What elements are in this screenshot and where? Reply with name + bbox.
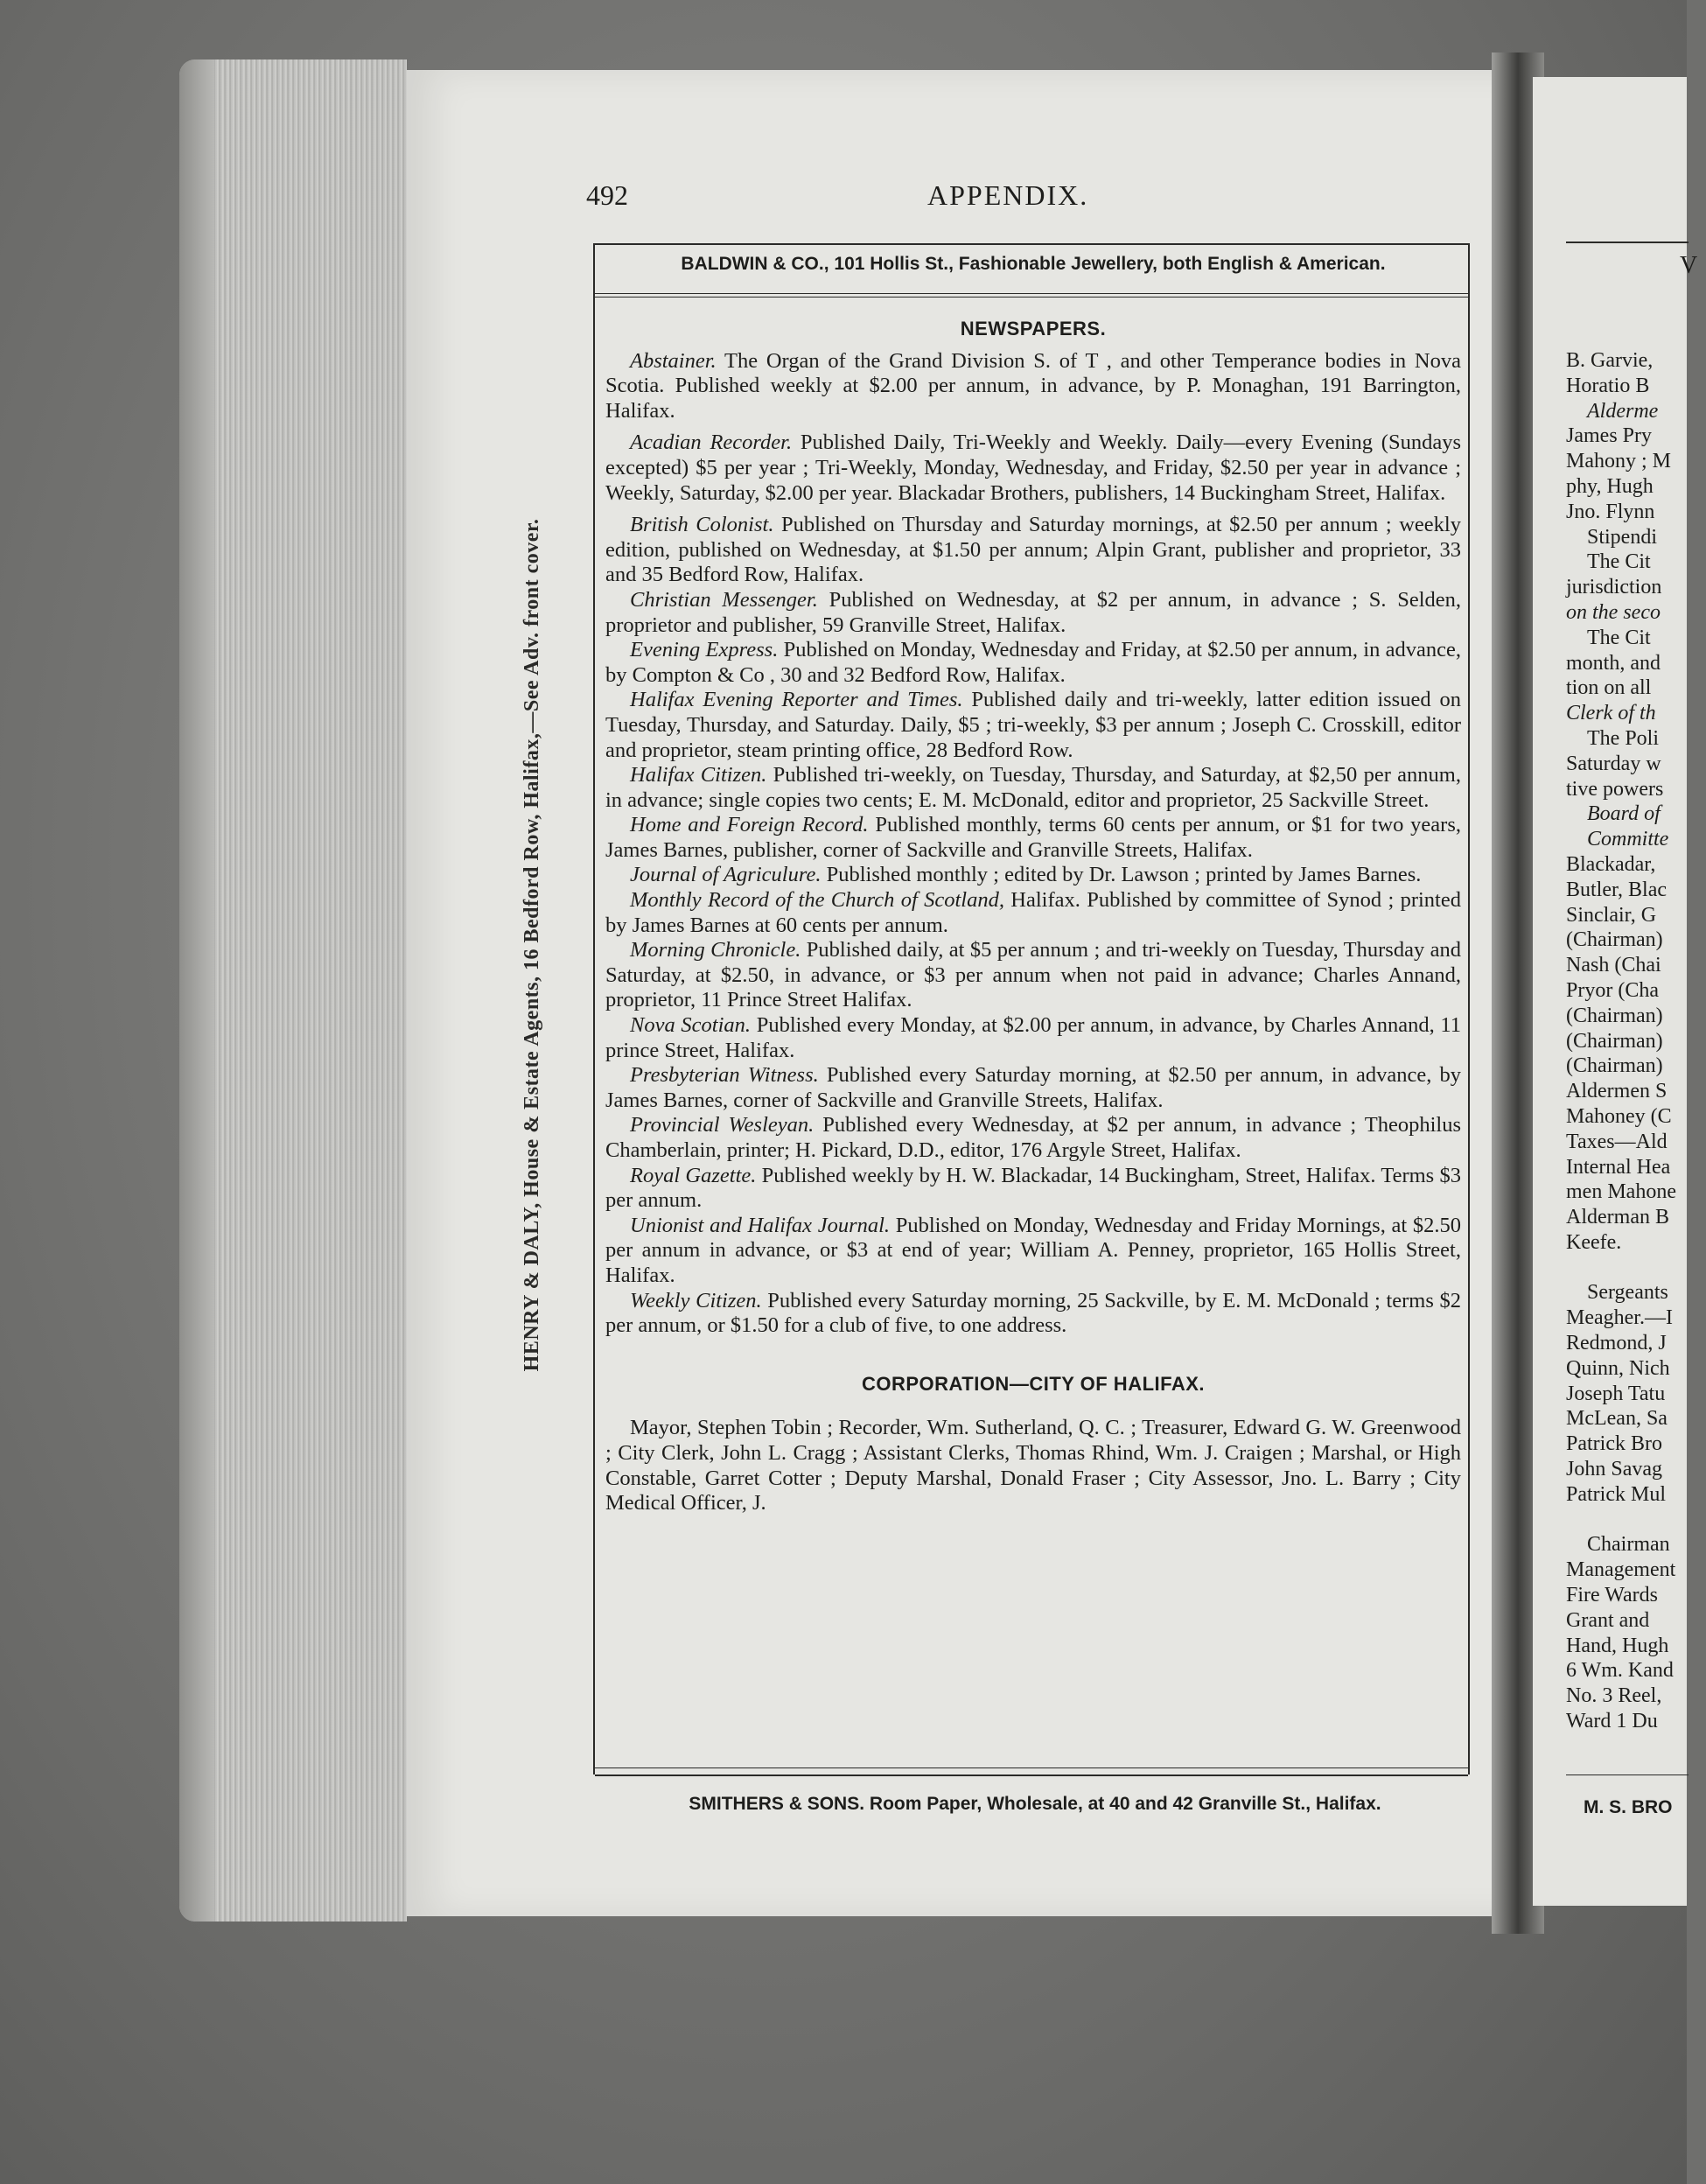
facing-page-line	[1566, 1256, 1706, 1281]
newspaper-description: Published monthly ; edited by Dr. Lawson ; printed by James Barnes.	[821, 863, 1422, 887]
facing-page-line: Sergeants	[1587, 1281, 1668, 1305]
facing-page-line: Board of	[1587, 802, 1661, 826]
facing-page-line: Stipendi	[1587, 525, 1658, 549]
newspaper-entry	[605, 938, 1461, 1013]
facing-page-line: men Mahone	[1566, 1180, 1676, 1204]
facing-page-line: 6 Wm. Kand	[1566, 1659, 1674, 1683]
running-head: APPENDIX.	[927, 179, 1089, 211]
entry-spacer	[605, 424, 1461, 430]
newspaper-entry	[605, 513, 1461, 588]
side-advertisement: HENRY & DALY, House & Estate Agents, 16 Bedford Row, Halifax,—See Adv. front cover.	[521, 518, 543, 1372]
facing-page-line: The Cit	[1587, 550, 1651, 574]
newspaper-list	[605, 349, 1461, 1339]
newspaper-entry	[605, 1214, 1461, 1289]
newspaper-title: Christian Messenger.	[630, 587, 818, 612]
facing-page-line: McLean, Sa	[1566, 1407, 1668, 1431]
newspaper-description: Published daily, at $5 per annum ; and tri-weekly on Tuesday, Thursday and Saturday, at $2.50, in advance, or $3 per annum when not paid in advance; Charles Annand, proprietor, 11 Prince Street Halifax.	[605, 938, 1461, 1012]
newspaper-entry	[605, 1164, 1461, 1214]
newspaper-entry	[605, 430, 1461, 506]
facing-page-footer: M. S. BRO	[1584, 1797, 1673, 1817]
newspaper-title: Journal of Agriculure.	[630, 863, 822, 887]
facing-page-line: Patrick Mul	[1566, 1482, 1666, 1506]
facing-page-line: Meagher.—I	[1566, 1306, 1673, 1330]
facing-page-line: Ward 1 Du	[1566, 1710, 1658, 1733]
facing-page-line: month, and	[1566, 651, 1661, 675]
newspaper-entry	[605, 888, 1461, 938]
newspaper-title: Morning Chronicle.	[630, 938, 801, 962]
newspaper-entry	[605, 813, 1461, 863]
newspaper-description: Published every Wednesday, at $2 per annum, in advance ; Theophilus Chamberlain, printer; H. Pickard, D.D., editor, 176 Argyle Street, Halifax.	[605, 1113, 1461, 1162]
facing-page-line: (Chairman)	[1566, 1054, 1663, 1078]
facing-page-line: Redmond, J	[1566, 1332, 1667, 1355]
newspaper-title: Unionist and Halifax Journal.	[630, 1213, 891, 1237]
newspaper-description: Published weekly by H. W. Blackadar, 14 Buckingham, Street, Halifax. Terms $3 per annum.	[605, 1163, 1461, 1213]
facing-page-top-rule	[1566, 242, 1689, 243]
facing-page-head: V	[1680, 252, 1698, 279]
facing-page-line: John Savag	[1566, 1458, 1662, 1481]
newspaper-title: Provincial Wesleyan.	[630, 1113, 815, 1138]
newspaper-entry	[605, 688, 1461, 763]
newspaper-description: Published on Monday, Wednesday and Friday Mornings, at $2.50 per annum in advance, or $3 at end of year; William A. Penney, proprietor, 165 Hollis Street, Halifax.	[605, 1213, 1461, 1287]
facing-page-line: Pryor (Cha	[1566, 978, 1659, 1002]
facing-page-line: Hand, Hugh	[1566, 1634, 1669, 1657]
frame-right-rule	[1468, 243, 1470, 1774]
newspaper-title: Halifax Citizen.	[630, 763, 767, 788]
facing-page-text	[1566, 348, 1706, 1734]
page-number: 492	[586, 179, 628, 211]
newspaper-title: Royal Gazette.	[630, 1163, 757, 1187]
facing-page-line: Joseph Tatu	[1566, 1382, 1666, 1405]
facing-page-line: Nash (Chai	[1566, 954, 1661, 977]
corporation-heading: CORPORATION—CITY OF HALIFAX.	[861, 1372, 1206, 1395]
newspaper-entry	[605, 1113, 1461, 1163]
frame-left-rule	[593, 243, 595, 1774]
facing-page-line: Quinn, Nich	[1566, 1356, 1670, 1380]
facing-page-line: (Chairman)	[1566, 928, 1663, 952]
facing-page-line: Mahoney (C	[1566, 1104, 1672, 1128]
newspaper-entry	[605, 863, 1461, 888]
newspaper-description: Published on Monday, Wednesday and Friday, at $2.50 per annum, in advance, by Compton & Co , 30 and 32 Bedford Row, Halifax.	[605, 638, 1461, 687]
facing-page-line: (Chairman)	[1566, 1004, 1663, 1027]
facing-page-bottom-rule	[1566, 1774, 1689, 1775]
newspaper-description: Published monthly, terms 60 cents per annum, or $1 for two years, James Barnes, publisher, corner of Sackville and Granville Streets, Halifax.	[605, 813, 1461, 862]
facing-page-line: Horatio B	[1566, 374, 1650, 397]
newspaper-description: Published every Saturday morning, 25 Sackville, by E. M. McDonald ; terms $2 per annum, or $1.50 for a club of five, to one address.	[605, 1288, 1462, 1338]
newspaper-entry	[605, 1013, 1461, 1063]
newspaper-title: Monthly Record of the Church of Scotland,	[630, 888, 1004, 913]
facing-page-line: James Pry	[1566, 424, 1652, 448]
newspaper-description: Published every Saturday morning, at $2.50 per annum, in advance, by James Barnes, corner of Sackville and Granville Streets, Halifax.	[605, 1063, 1461, 1112]
newspaper-description: Halifax. Published by committee of Synod ; printed by James Barnes at 60 cents per annum.	[605, 888, 1461, 937]
corporation-paragraph: Mayor, Stephen Tobin ; Recorder, Wm. Sutherland, Q. C. ; Treasurer, Edward G. W. Greenwood ; City Clerk, John L. Cragg ; Assistant Clerks, Thomas Rhind, Wm. J. Craigen ; Marshal, or High Constable, Garret Cotter ; Deputy Marshal, Donald Fraser ; City Assessor, Jno. L. Barry ; City Medical Officer, J.	[605, 1416, 1461, 1516]
facing-page-line: phy, Hugh	[1566, 474, 1654, 498]
facing-page-line: Committe	[1587, 828, 1669, 851]
newspaper-entry	[605, 588, 1461, 638]
facing-page-line: Internal Hea	[1566, 1155, 1671, 1179]
newspaper-description: Published daily and tri-weekly, latter edition issued on Tuesday, Thursday, and Saturday. Daily, $5 ; tri-weekly, $3 per annum ; Joseph C. Crosskill, editor and proprietor, steam printing office, 28 Bedford Row.	[605, 688, 1461, 762]
bottom-advertisement: SMITHERS & SONS. Room Paper, Wholesale, at 40 and 42 Granville St., Halifax.	[689, 1794, 1381, 1814]
top-double-rule	[595, 293, 1468, 298]
facing-page-line: Saturday w	[1566, 752, 1661, 775]
facing-page-line: on the seco	[1566, 600, 1661, 624]
facing-page-line: Mahony ; M	[1566, 450, 1671, 473]
facing-page-line: Fire Wards	[1566, 1584, 1658, 1607]
newspaper-title: Evening Express.	[630, 638, 779, 662]
newspaper-title: Presbyterian Witness.	[630, 1063, 819, 1088]
facing-page-line	[1566, 1508, 1706, 1533]
newspaper-title: Halifax Evening Reporter and Times.	[630, 688, 963, 712]
facing-page-line: No. 3 Reel,	[1566, 1684, 1662, 1708]
facing-page-line: Aldermen S	[1566, 1080, 1668, 1103]
newspaper-description: Published on Wednesday, at $2 per annum, in advance ; S. Selden, proprietor and publisher, 59 Granville Street, Halifax.	[605, 587, 1462, 637]
facing-page-line: Butler, Blac	[1566, 878, 1668, 901]
facing-page-line: (Chairman)	[1566, 1029, 1663, 1053]
newspaper-description: Published tri-weekly, on Tuesday, Thursday, and Saturday, at $2,50 per annum, in advance; single copies two cents; E. M. McDonald, editor and proprietor, 25 Sackville Street.	[605, 763, 1461, 812]
newspaper-entry	[605, 1063, 1461, 1113]
facing-page-line: The Cit	[1587, 626, 1651, 649]
facing-page-line: Chairman	[1587, 1533, 1670, 1557]
book-spine-shadow	[179, 60, 214, 1922]
newspaper-description: Published Daily, Tri-Weekly and Weekly. Daily—every Evening (Sundays excepted) $5 per year ; Tri-Weekly, Monday, Wednesday, and Friday, $2.50 per year in advance ; Weekly, Saturday, $2.00 per year. Blackadar Brothers, publishers, 14 Buckingham Street, Halifax.	[605, 430, 1461, 505]
newspapers-heading: NEWSPAPERS.	[960, 318, 1107, 340]
facing-page-line: B. Garvie,	[1566, 349, 1654, 372]
newspaper-title: Nova Scotian.	[630, 1013, 752, 1038]
facing-page-line: Blackadar,	[1566, 852, 1656, 876]
page-body	[605, 317, 1461, 1516]
newspaper-description: Published on Thursday and Saturday mornings, at $2.50 per annum ; weekly edition, published on Wednesday, at $1.50 per annum; Alpin Grant, publisher and proprietor, 33 and 35 Bedford Row, Halifax.	[605, 513, 1461, 587]
entry-spacer	[605, 506, 1461, 513]
newspaper-title: Home and Foreign Record.	[630, 813, 869, 837]
facing-page-line: Alderme	[1587, 399, 1659, 423]
newspaper-entry	[605, 638, 1461, 688]
facing-page-line: Taxes—Ald	[1566, 1130, 1668, 1153]
facing-page-line: tion on all	[1566, 676, 1652, 700]
newspaper-title: Acadian Recorder.	[630, 430, 793, 455]
facing-page-line: Clerk of th	[1566, 702, 1656, 725]
facing-page-line: tive powers	[1566, 777, 1664, 801]
facing-page-line: Jno. Flynn	[1566, 500, 1655, 523]
newspaper-title: Abstainer.	[630, 348, 717, 373]
facing-page-line: The Poli	[1587, 726, 1659, 750]
top-advertisement: BALDWIN & CO., 101 Hollis St., Fashionable Jewellery, both English & American.	[681, 254, 1386, 274]
facing-page-line: Keefe.	[1566, 1230, 1622, 1254]
newspaper-title: Weekly Citizen.	[630, 1288, 762, 1312]
facing-page-line: Sinclair, G	[1566, 903, 1657, 927]
newspaper-entry	[605, 349, 1461, 424]
newspaper-entry	[605, 1289, 1461, 1339]
facing-page-line: Management	[1566, 1558, 1676, 1582]
newspaper-description: The Organ of the Grand Division S. of T , and other Temperance bodies in Nova Scotia. Published weekly at $2.00 per annum, in advance, by P. Monaghan, 191 Barrington, Halifax.	[605, 348, 1461, 423]
newspaper-description: Published every Monday, at $2.00 per annum, in advance, by Charles Annand, 11 prince Street, Halifax.	[605, 1013, 1461, 1062]
facing-page-line: Alderman B	[1566, 1206, 1669, 1229]
facing-page-line: Grant and	[1566, 1608, 1650, 1632]
facing-page-line: Patrick Bro	[1566, 1432, 1662, 1456]
facing-page-line: jurisdiction	[1566, 576, 1662, 599]
newspaper-entry	[605, 763, 1461, 813]
newspaper-title: British Colonist.	[630, 513, 774, 537]
